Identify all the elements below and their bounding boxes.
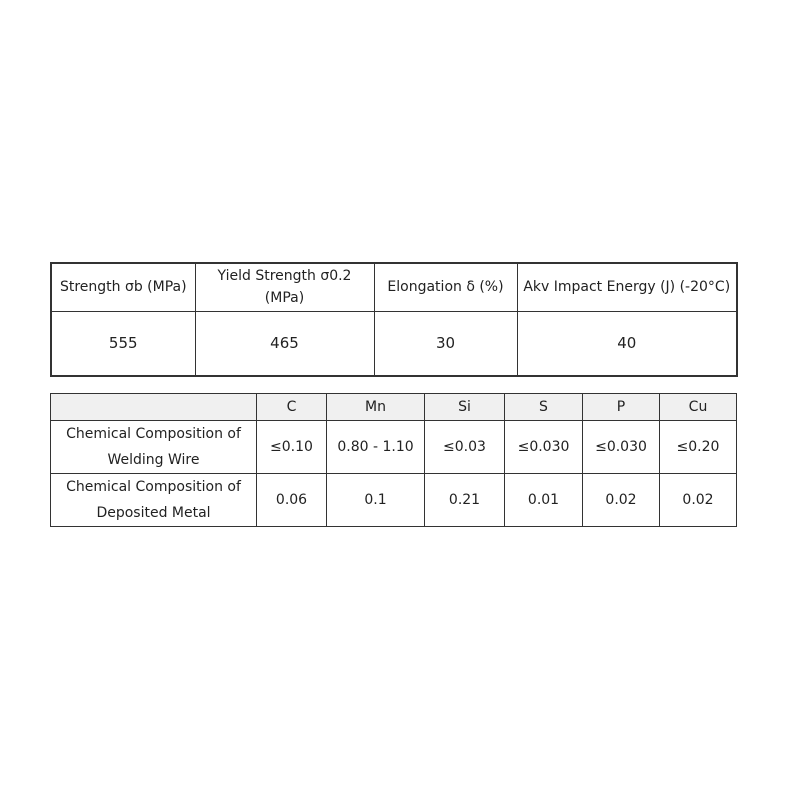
- deposited-metal-row: [51, 474, 737, 527]
- deposit-s-value: 0.01: [505, 474, 583, 527]
- chemical-composition-table: [50, 393, 737, 527]
- header-yield-strength: Yield Strength σ0.2 (MPa): [195, 263, 374, 311]
- element-header-cu: Cu: [660, 394, 737, 421]
- element-header-s: S: [505, 394, 583, 421]
- element-header-c: C: [257, 394, 327, 421]
- header-elongation: Elongation δ (%): [374, 263, 517, 311]
- header-tensile-strength: Strength σb (MPa): [51, 263, 195, 311]
- mechanical-header-row: [51, 263, 737, 311]
- deposit-si-value: 0.21: [425, 474, 505, 527]
- deposit-c-value: 0.06: [257, 474, 327, 527]
- wire-si-value: ≤0.03: [425, 421, 505, 474]
- wire-cu-value: ≤0.20: [660, 421, 737, 474]
- deposit-p-value: 0.02: [583, 474, 660, 527]
- value-yield-strength: 465: [195, 311, 374, 376]
- row-label-deposited-metal: Chemical Composition of Deposited Metal: [51, 474, 257, 527]
- value-impact-energy: 40: [517, 311, 737, 376]
- element-header-row: [51, 394, 737, 421]
- element-header-mn: Mn: [327, 394, 425, 421]
- header-impact-energy: Akv Impact Energy (J) (-20°C): [517, 263, 737, 311]
- element-header-si: Si: [425, 394, 505, 421]
- deposit-cu-value: 0.02: [660, 474, 737, 527]
- element-header-p: P: [583, 394, 660, 421]
- mechanical-value-row: [51, 311, 737, 376]
- mechanical-properties-table: [50, 262, 738, 377]
- wire-s-value: ≤0.030: [505, 421, 583, 474]
- deposit-mn-value: 0.1: [327, 474, 425, 527]
- wire-c-value: ≤0.10: [257, 421, 327, 474]
- header-blank-cell: [51, 394, 257, 421]
- value-tensile-strength: 555: [51, 311, 195, 376]
- welding-wire-row: [51, 421, 737, 474]
- value-elongation: 30: [374, 311, 517, 376]
- row-label-welding-wire: Chemical Composition of Welding Wire: [51, 421, 257, 474]
- wire-mn-value: 0.80 - 1.10: [327, 421, 425, 474]
- wire-p-value: ≤0.030: [583, 421, 660, 474]
